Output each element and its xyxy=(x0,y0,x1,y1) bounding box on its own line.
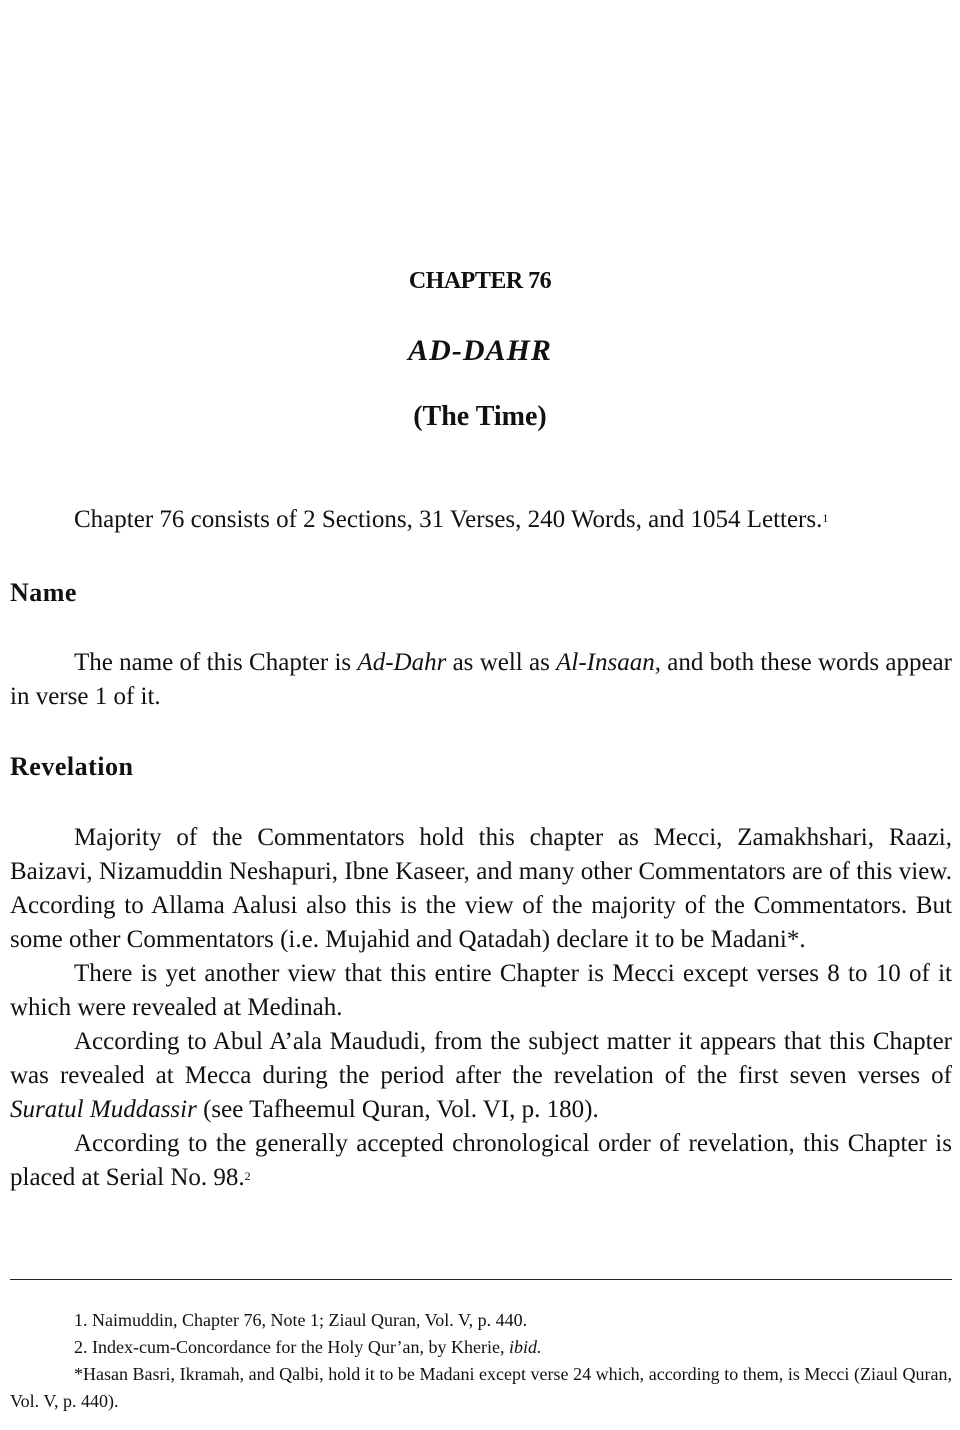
footnote-ref-1: 1 xyxy=(822,511,829,525)
footnote-1: 1. Naimuddin, Chapter 76, Note 1; Ziaul Quran, Vol. V, p. 440. xyxy=(74,1310,528,1330)
footnote-2-text: 2. Index-cum-Concordance for the Holy Qur’an, by Kherie, xyxy=(74,1337,510,1357)
revelation-p3-italic: Suratul Muddassir xyxy=(10,1096,197,1123)
name-text-2: as well as xyxy=(446,649,557,676)
footnote-divider xyxy=(10,1279,952,1280)
revelation-p3-text-b: (see Tafheemul Quran, Vol. VI, p. 180). xyxy=(196,1096,599,1123)
chapter-number: CHAPTER 76 xyxy=(408,268,552,294)
revelation-p3-text-a: According to Abul A’ala Maududi, from the subject matter it appears that this Chapter was revealed at Mecca during the period after the revelation of the first seven verses of xyxy=(10,1028,952,1089)
chapter-summary xyxy=(10,503,952,537)
chapter-subtitle: (The Time) xyxy=(413,401,547,432)
revelation-paragraph-1: Majority of the Commentators hold this chapter as Mecci, Zamakhshari, Raazi, Baizavi, Nizamuddin Neshapuri, Ibne Kaseer, and many other Commentators are of this view. According to Allama Aalusi also this is the view of the majority of the Commentators. But some other Commentators (i.e. Mujahid and Qatadah) declare it to be Madani*. xyxy=(10,824,952,953)
revelation-p4-text: According to the generally accepted chronological order of revelation, this Chapter is placed at Serial No. 98. xyxy=(10,1130,952,1191)
name-text-3: and both these words appear in verse 1 of it. xyxy=(10,649,952,710)
revelation-paragraph-4 xyxy=(10,1127,952,1195)
name-text-1: The name of this Chapter is xyxy=(74,649,358,676)
summary-text: Chapter 76 consists of 2 Sections, 31 Verses, 240 Words, and 1054 Letters. xyxy=(74,506,823,533)
revelation-body xyxy=(10,821,952,1195)
name-paragraph xyxy=(10,646,952,714)
name-italic-2: Al-Insaan, xyxy=(556,649,661,676)
footnote-2-italic: ibid. xyxy=(509,1337,542,1357)
footnote-star: *Hasan Basri, Ikramah, and Qalbi, hold it to be Madani except verse 24 which, according to them, is Mecci (Ziaul Quran, Vol. V, p. 440). xyxy=(10,1364,952,1411)
chapter-title: AD-DAHR xyxy=(408,334,552,367)
footnote-2 xyxy=(10,1334,952,1361)
footnote-ref-2: 2 xyxy=(244,1169,251,1183)
name-italic-1: Ad-Dahr xyxy=(357,649,447,676)
revelation-paragraph-3 xyxy=(10,1025,952,1127)
name-heading: Name xyxy=(10,578,77,607)
footnotes xyxy=(10,1307,952,1415)
revelation-heading: Revelation xyxy=(10,752,134,781)
revelation-paragraph-2: There is yet another view that this entire Chapter is Mecci except verses 8 to 10 of it which were revealed at Medinah. xyxy=(10,960,952,1021)
